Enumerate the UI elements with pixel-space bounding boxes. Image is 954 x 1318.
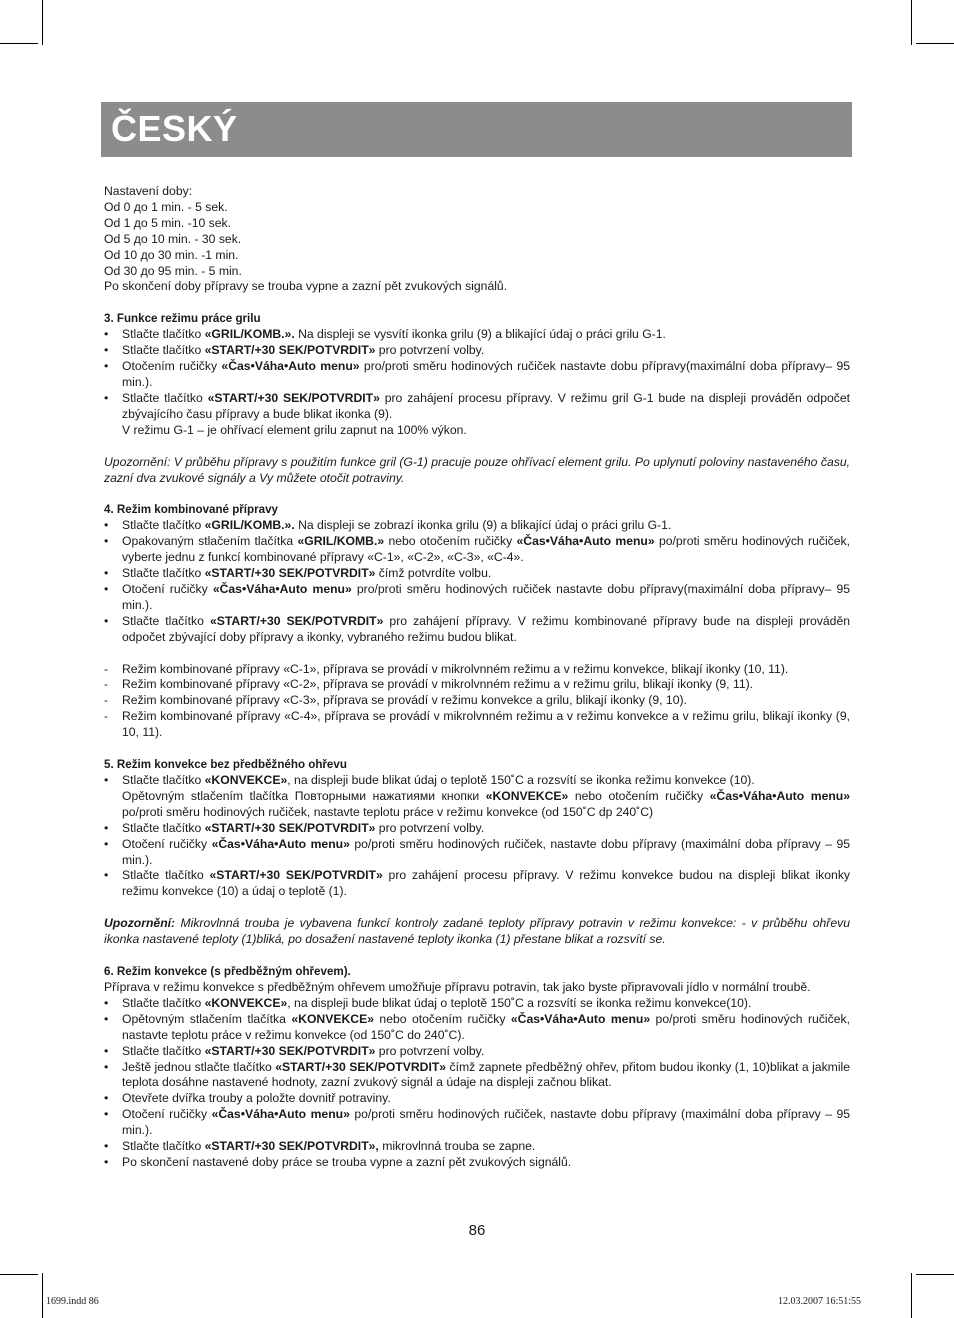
time-step-line: Od 30 до 95 min. - 5 min. bbox=[104, 263, 242, 278]
list-item: • Stlačte tlačítko «START/+30 SEK/POTVRDIT» pro zahájení procesu přípravy. V režimu konvekce budou na displeji blikat ikonky režimu konvekce (10) a údaj o teplotě (1). bbox=[104, 868, 851, 899]
print-date: 12.03.2007 16:51:55 bbox=[778, 1296, 862, 1307]
section-6-title: 6. Režim konvekce (s předběžným ohřevem). bbox=[104, 965, 351, 979]
time-setting-heading: Nastavení doby: bbox=[104, 184, 193, 198]
list-item: • Opětovným stlačením tlačítka «KONVEKCE» nebo otočením ručičky «Čas•Váha•Auto menu» po/proti směru hodinových ručiček, nastavte teplotu práce v režimu konvekce (od 150˚C do 240˚C). bbox=[104, 1011, 850, 1042]
crop-mark bbox=[42, 1273, 43, 1318]
list-item: • Stlačte tlačítko «START/+30 SEK/POTVRDIT» pro zahájení přípravy. V režimu kombinované přípravy bude na displeji prováděn odpočet zbývající doby přípravy a ikonky, vybraného režimu budou blikat. bbox=[104, 613, 850, 644]
list-item: • Otočení ručičky «Čas•Váha•Auto menu» pro/proti směru hodinových ručiček nastavte dobu přípravy(maximální doba přípravy– 95 min.). bbox=[104, 581, 851, 612]
dash-item: - Režim kombinované přípravy «C-1», příprava se provádí v mikrolvnném režimu a v režimu konvekce, blikají ikonky (10, 11). bbox=[104, 661, 789, 676]
time-step-line: Od 5 до 10 min. - 30 sek. bbox=[104, 231, 242, 246]
dash-item: - Režim kombinované přípravy «C-4», příprava se provádí v mikrolvnném režimu a v režimu konvekce a v režimu grilu, blikají ikonky (9, 10, 11). bbox=[104, 709, 850, 740]
list-item: • Stlačte tlačítko «START/+30 SEK/POTVRDIT» pro zahájení procesu přípravy. V režimu gril G-1 bude na displeji prováděn odpočet zbývajícího času přípravy a bude blikat ikonka (9). V režimu G-1 – je ohřívací element grilu zapnut na 100% výkon. bbox=[104, 390, 851, 437]
section-3-title: 3. Funkce režimu práce grilu bbox=[104, 312, 261, 326]
section-5-title: 5. Režim konvekce bez předběžného ohřevu bbox=[104, 758, 347, 772]
dash-item: - Režim kombinované přípravy «C-2», příprava se provádí v mikrolvnném režimu a v režimu grilu, blikají ikonky (9, 11). bbox=[104, 677, 754, 692]
crop-mark bbox=[916, 1274, 954, 1275]
time-step-line: Od 0 до 1 min. - 5 sek. bbox=[104, 199, 228, 214]
list-item: • Otevřete dvířka trouby a položte dovnitř potraviny. bbox=[104, 1091, 391, 1106]
list-item: • Otočením ručičky «Čas•Váha•Auto menu» pro/proti směru hodinových ručiček nastavte dobu přípravy(maximální doba přípravy– 95 min.). bbox=[104, 359, 851, 389]
crop-mark bbox=[916, 43, 954, 44]
page-title: ČESKÝ bbox=[111, 108, 238, 149]
list-item: • Otočení ručičky «Čas•Váha•Auto menu» po/proti směru hodinových ručiček, nastavte dobu přípravy (maximální doba přípravy – 95 min.). bbox=[104, 1107, 851, 1138]
document-body bbox=[104, 184, 850, 1171]
list-item: • Stlačte tlačítko «KONVEKCE», na displeji bude blikat údaj o teplotě 150˚C a rozsvítí se ikonka režimu konvekce (10). Opětovným stlačením tlačítka Повторными нажатиями кнопки «KONVEKCE» nebo otočením ručičky «Čas•Váha•Auto menu» po/proti směru hodinových ručiček, nastavte teplotu práce v režimu konvekce (od 150˚C dp 240˚C) bbox=[104, 773, 851, 819]
language-header-bar bbox=[101, 102, 852, 157]
time-step-line: Od 1 до 5 min. -10 sek. bbox=[104, 215, 232, 230]
time-end-line: Po skončení doby přípravy se trouba vypne a zazní pět zvukových signálů. bbox=[104, 279, 508, 294]
list-item: • Otočení ručičky «Čas•Váha•Auto menu» po/proti směru hodinových ručiček, nastavte dobu přípravy (maximální doba přípravy – 95 min.). bbox=[104, 836, 851, 867]
section-4-title: 4. Režim kombinované přípravy bbox=[104, 503, 278, 517]
convection-note: Upozornění: Mikrovlnná trouba je vybavena funkcí kontroly zadané teploty přípravy potravin v režimu konvekce: - v průběhu ohřevu ikonka nastavené teploty (1)bliká, po dosažení nastavené teploty ikonka (1) přestane blikat a rozsvítí se. bbox=[104, 916, 850, 947]
crop-mark bbox=[0, 43, 38, 44]
dash-item: - Režim kombinované přípravy «C-3», příprava se provádí v režimu konvekce a grilu, blikají ikonky (9, 10). bbox=[104, 693, 687, 708]
crop-mark bbox=[42, 0, 43, 45]
list-item: • Opakovaným stlačením tlačítka «GRIL/KOMB.» nebo otočením ručičky «Čas•Váha•Auto menu» po/proti směru hodinových ručiček, vyberte jednu z funkcí kombinované přípravy «C-1», «C-2», «C-3», «C-4». bbox=[104, 534, 851, 565]
list-item: • Ještě jednou stlačte tlačítko «START/+30 SEK/POTVRDIT» čímž zapnete předběžný ohřev, přitom budou ikonky (1, 10)blikat a jakmile teplota dosáhne nastavené hodnoty, zazní zvukový signál a údaje na displeji začnou blikat. bbox=[104, 1059, 851, 1090]
page-number: 86 bbox=[468, 1222, 486, 1239]
list-item: • Stlačte tlačítko «GRIL/KOMB.». Na displeji se zobrazí ikonka grilu (9) a blikající údaj o práci grilu G-1. bbox=[104, 518, 672, 533]
file-info: 1699.indd 86 bbox=[46, 1296, 99, 1307]
list-item: • Stlačte tlačítko «START/+30 SEK/POTVRDIT» pro potvrzení volby. bbox=[104, 820, 485, 835]
list-item: • Po skončení nastavené doby práce se trouba vypne a zazní pět zvukových signálů. bbox=[104, 1154, 572, 1169]
crop-mark bbox=[911, 0, 912, 45]
list-item: • Stlačte tlačítko «START/+30 SEK/POTVRDIT» pro potvrzení volby. bbox=[104, 1043, 485, 1058]
list-item: • Stlačte tlačítko «START/+30 SEK/POTVRDIT» čímž potvrdíte volbu. bbox=[104, 566, 492, 581]
list-item: • Stlačte tlačítko «START/+30 SEK/POTVRDIT», mikrovlnná trouba se zapne. bbox=[104, 1139, 536, 1154]
list-item: • Stlačte tlačítko «KONVEKCE», na displeji bude blikat údaj o teplotě 150˚C a rozsvítí se ikonka režimu konvekce(10). bbox=[104, 995, 752, 1010]
list-item: • Stlačte tlačítko «START/+30 SEK/POTVRDIT» pro potvrzení volby. bbox=[104, 343, 485, 358]
list-item: • Stlačte tlačítko «GRIL/KOMB.». Na displeji se vysvítí ikonka grilu (9) a blikající údaj o práci grilu G-1. bbox=[104, 327, 666, 342]
time-step-line: Od 10 до 30 min. -1 min. bbox=[104, 247, 239, 262]
section-6-intro: Příprava v režimu konvekce s předběžným ohřevem umožňuje přípravu potravin, tak jako byste připravovali jídlo v normální troubě. bbox=[104, 979, 811, 994]
grill-note: Upozornění: V průběhu přípravy s použitím funkce gril (G-1) pracuje pouze ohřívací element grilu. Po uplynutí poloviny nastaveného času, zazní dva zvukové signály a Vy můžete otočit potraviny. bbox=[104, 454, 850, 485]
crop-mark bbox=[911, 1273, 912, 1318]
crop-mark bbox=[0, 1274, 38, 1275]
